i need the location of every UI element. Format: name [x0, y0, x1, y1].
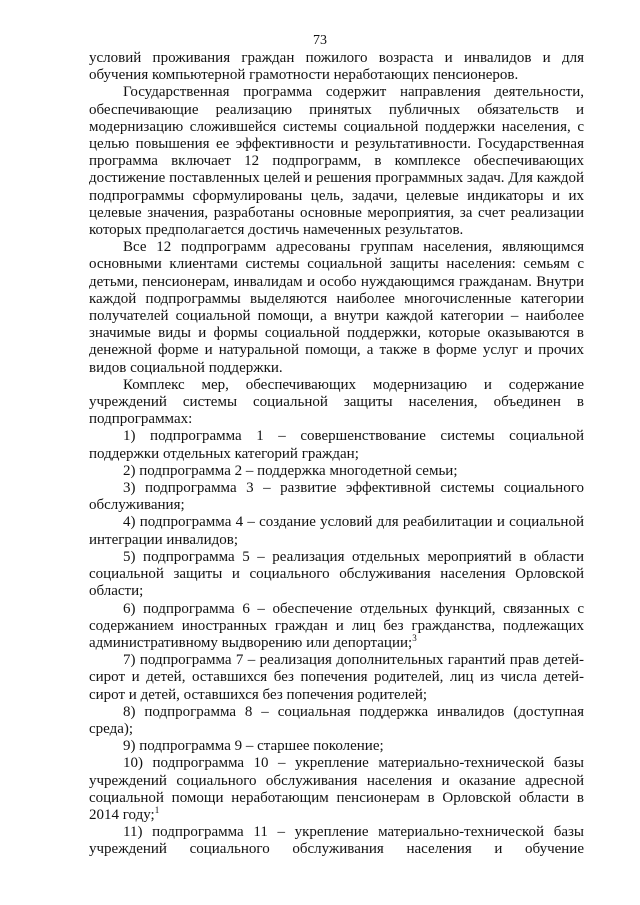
- list-item-text: 6) подпрограмма 6 – обеспечение отдельных функций, связанных с содержанием иностранных граждан и лиц без гражданства, подлежащих административному выдворению или депортации;: [89, 600, 584, 651]
- page-number: 73: [313, 33, 327, 48]
- list-item-subprogram-5: 5) подпрограмма 5 – реализация отдельных мероприятий в области социальной защиты и социального обслуживания населения Орловской области;: [89, 548, 584, 600]
- list-item-subprogram-7: 7) подпрограмма 7 – реализация дополнительных гарантий прав детей-сирот и детей, оставшихся без попечения родителей, лиц из числа детей-сирот и детей, оставшихся без попечения родителей;: [89, 652, 584, 703]
- document-body: [89, 50, 584, 859]
- list-item-subprogram-1: 1) подпрограмма 1 – совершенствование системы социальной поддержки отдельных категорий граждан;: [89, 428, 584, 462]
- list-item-subprogram-4: 4) подпрограмма 4 – создание условий для реабилитации и социальной интеграции инвалидов;: [89, 514, 584, 548]
- list-item-text: 10) подпрограмма 10 – укрепление материально-технической базы учреждений социального обслуживания населения и оказание адресной социальной помощи неработающим пенсионерам в Орловской области в 2014 году;: [89, 755, 584, 823]
- footnote-mark: 1: [154, 804, 160, 815]
- footnote-mark: 3: [412, 632, 417, 643]
- list-item-subprogram-6: [89, 601, 584, 653]
- list-item-subprogram-11: 11) подпрограмма 11 – укрепление материально-технической базы учреждений социального обслуживания населения и обучение: [89, 824, 584, 858]
- paragraph-target-groups: Все 12 подпрограмм адресованы группам населения, являющимся основными клиентами системы социальной защиты населения: семьям с детьми, пенсионерам, инвалидам и особо нуждающимся гражданам. Внутри каждой подпрограммы выделяются наиболее многочисленные категории получателей социальной помощи, а внутри каждой категории – наиболее значимые виды и формы социальной поддержки, которые оказываются в денежной форме и натуральной помощи, а также в форме услуг и прочих видов социальной поддержки.: [89, 239, 584, 376]
- list-item-subprogram-10: [89, 755, 584, 824]
- list-item-subprogram-8: 8) подпрограмма 8 – социальная поддержка инвалидов (доступная среда);: [89, 703, 584, 737]
- paragraph-continuation: условий проживания граждан пожилого возраста и инвалидов и для обучения компьютерной грамотности неработающих пенсионеров.: [89, 50, 584, 84]
- list-item-subprogram-9: 9) подпрограмма 9 – старшее поколение;: [123, 738, 384, 755]
- paragraph-program-overview: Государственная программа содержит направления деятельности, обеспечивающие реализацию принятых публичных обязательств и модернизацию сложившейся системы социальной поддержки населения, с целью повышения ее эффективности и результативности. Государственная программа включает 12 подпрограмм, в комплексе обеспечивающих достижение поставленных целей и решения программных задач. Для каждой подпрограммы сформулированы цель, задачи, целевые индикаторы и их целевые значения, разработаны основные мероприятия, за счет реализации которых предполагается достичь намеченных результатов.: [89, 84, 584, 239]
- paragraph-subprograms-intro: Комплекс мер, обеспечивающих модернизацию и содержание учреждений системы социальной защиты населения, объединен в подпрограммах:: [89, 376, 584, 428]
- list-item-subprogram-3: 3) подпрограмма 3 – развитие эффективной системы социального обслуживания;: [89, 480, 584, 514]
- list-item-subprogram-2: 2) подпрограмма 2 – поддержка многодетной семьи;: [123, 462, 458, 479]
